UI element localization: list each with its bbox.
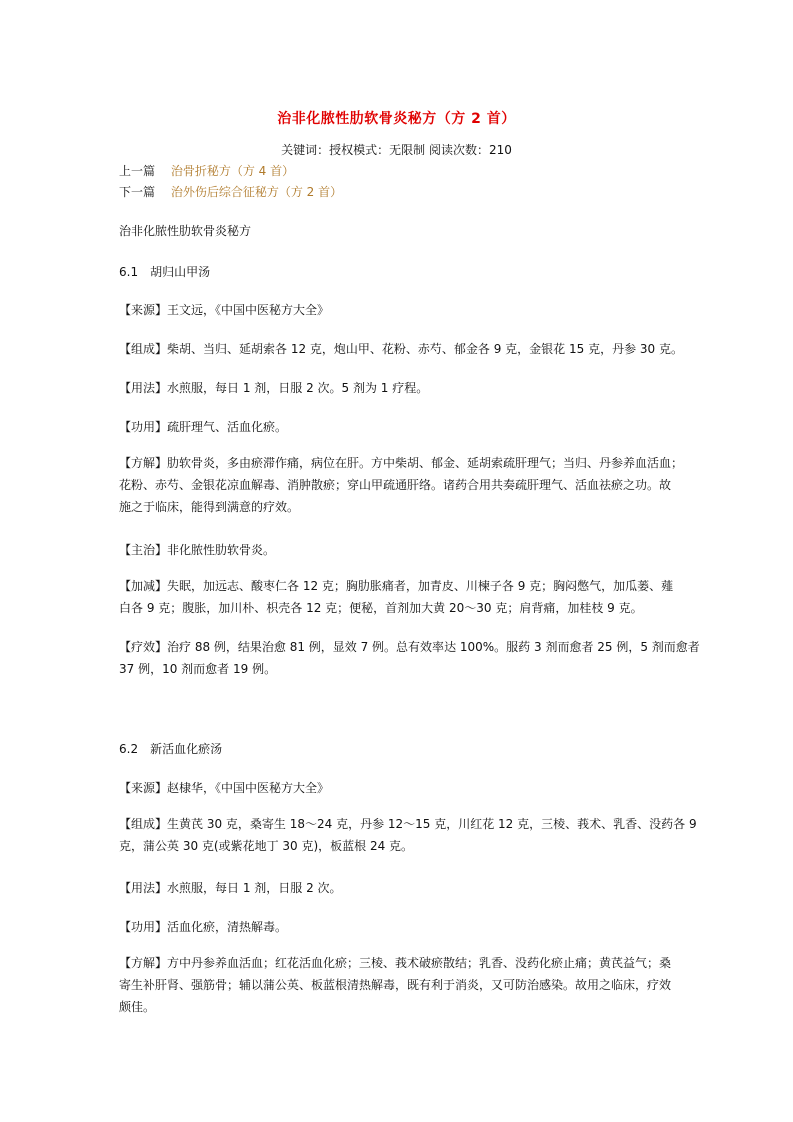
section1-modifications xyxy=(119,575,679,619)
intro-text: 治非化脓性肋软骨炎秘方 xyxy=(119,224,252,238)
section1-heading: 6.1 胡归山甲汤 xyxy=(119,265,211,279)
section2-effect: 【功用】活血化瘀，清热解毒。 xyxy=(119,920,288,934)
section1-modifications-line: 白各 9 克；腹胀，加川朴、枳壳各 12 克；便秘，首剂加大黄 20～30 克；肩背痛，加桂枝 9 克。 xyxy=(119,601,643,615)
page-title: 治非化脓性肋软骨炎秘方（方 2 首） xyxy=(277,111,516,127)
section2-explanation-line: 【方解】方中丹参养血活血；红花活血化瘀；三棱、莪术破瘀散结；乳香、没药化瘀止痛；黄芪益气；桑 xyxy=(119,956,672,970)
next-article-link[interactable]: 治外伤后综合征秘方（方 2 首） xyxy=(170,185,343,199)
next-article-nav xyxy=(119,183,342,200)
section1-composition: 【组成】柴胡、当归、延胡索各 12 克，炮山甲、花粉、赤芍、郁金各 9 克，金银花 15 克，丹参 30 克。 xyxy=(119,342,683,356)
section1-indication: 【主治】非化脓性肋软骨炎。 xyxy=(119,543,276,557)
section1-explanation-line: 花粉、赤芍、金银花凉血解毒、消肿散瘀；穿山甲疏通肝络。诸药合用共奏疏肝理气、活血祛瘀之功。故 xyxy=(119,478,672,492)
section1-explanation-line: 施之于临床，能得到满意的疗效。 xyxy=(119,500,300,514)
section2-usage: 【用法】水煎服，每日 1 剂，日服 2 次。 xyxy=(119,881,342,895)
section1-source: 【来源】王文远，《中国中医秘方大全》 xyxy=(119,303,330,317)
section1-usage: 【用法】水煎服，每日 1 剂，日服 2 次。5 剂为 1 疗程。 xyxy=(119,381,429,395)
meta-info: 关键词：授权模式：无限制 阅读次数：210 xyxy=(281,143,512,157)
section1-result-line: 37 例，10 剂而愈者 19 例。 xyxy=(119,662,277,676)
section2-source: 【来源】赵棣华，《中国中医秘方大全》 xyxy=(119,781,330,795)
prev-article-nav xyxy=(119,162,294,179)
section1-explanation xyxy=(119,452,684,518)
section2-explanation-line: 颇佳。 xyxy=(119,1000,156,1014)
prev-article-link[interactable]: 治骨折秘方（方 4 首） xyxy=(170,164,295,178)
section2-composition xyxy=(119,813,697,857)
section2-composition-line: 【组成】生黄芪 30 克，桑寄生 18～24 克，丹参 12～15 克，川红花 12 克，三棱、莪术、乳香、没药各 9 xyxy=(119,817,697,831)
section1-effect: 【功用】疏肝理气、活血化瘀。 xyxy=(119,420,288,434)
section2-explanation xyxy=(119,952,679,1018)
section1-result-line: 【疗效】治疗 88 例，结果治愈 81 例，显效 7 例。总有效率达 100%。服药 3 剂而愈者 25 例，5 剂而愈者 xyxy=(119,640,700,654)
prev-label: 上一篇 xyxy=(119,164,156,178)
section1-explanation-line: 【方解】肋软骨炎，多由瘀滞作痛，病位在肝。方中柴胡、郁金、延胡索疏肝理气；当归、丹参养血活血； xyxy=(119,456,684,470)
section2-composition-line: 克，蒲公英 30 克(或紫花地丁 30 克)，板蓝根 24 克。 xyxy=(119,839,414,853)
section1-modifications-line: 【加减】失眠，加远志、酸枣仁各 12 克；胸肋胀痛者，加青皮、川楝子各 9 克；胸闷憋气，加瓜蒌、薤 xyxy=(119,579,674,593)
section1-result xyxy=(119,636,700,680)
section2-explanation-line: 寄生补肝肾、强筋骨；辅以蒲公英、板蓝根清热解毒，既有利于消炎，又可防治感染。故用之临床，疗效 xyxy=(119,978,672,992)
section2-heading: 6.2 新活血化瘀汤 xyxy=(119,742,223,756)
next-label: 下一篇 xyxy=(119,185,156,199)
